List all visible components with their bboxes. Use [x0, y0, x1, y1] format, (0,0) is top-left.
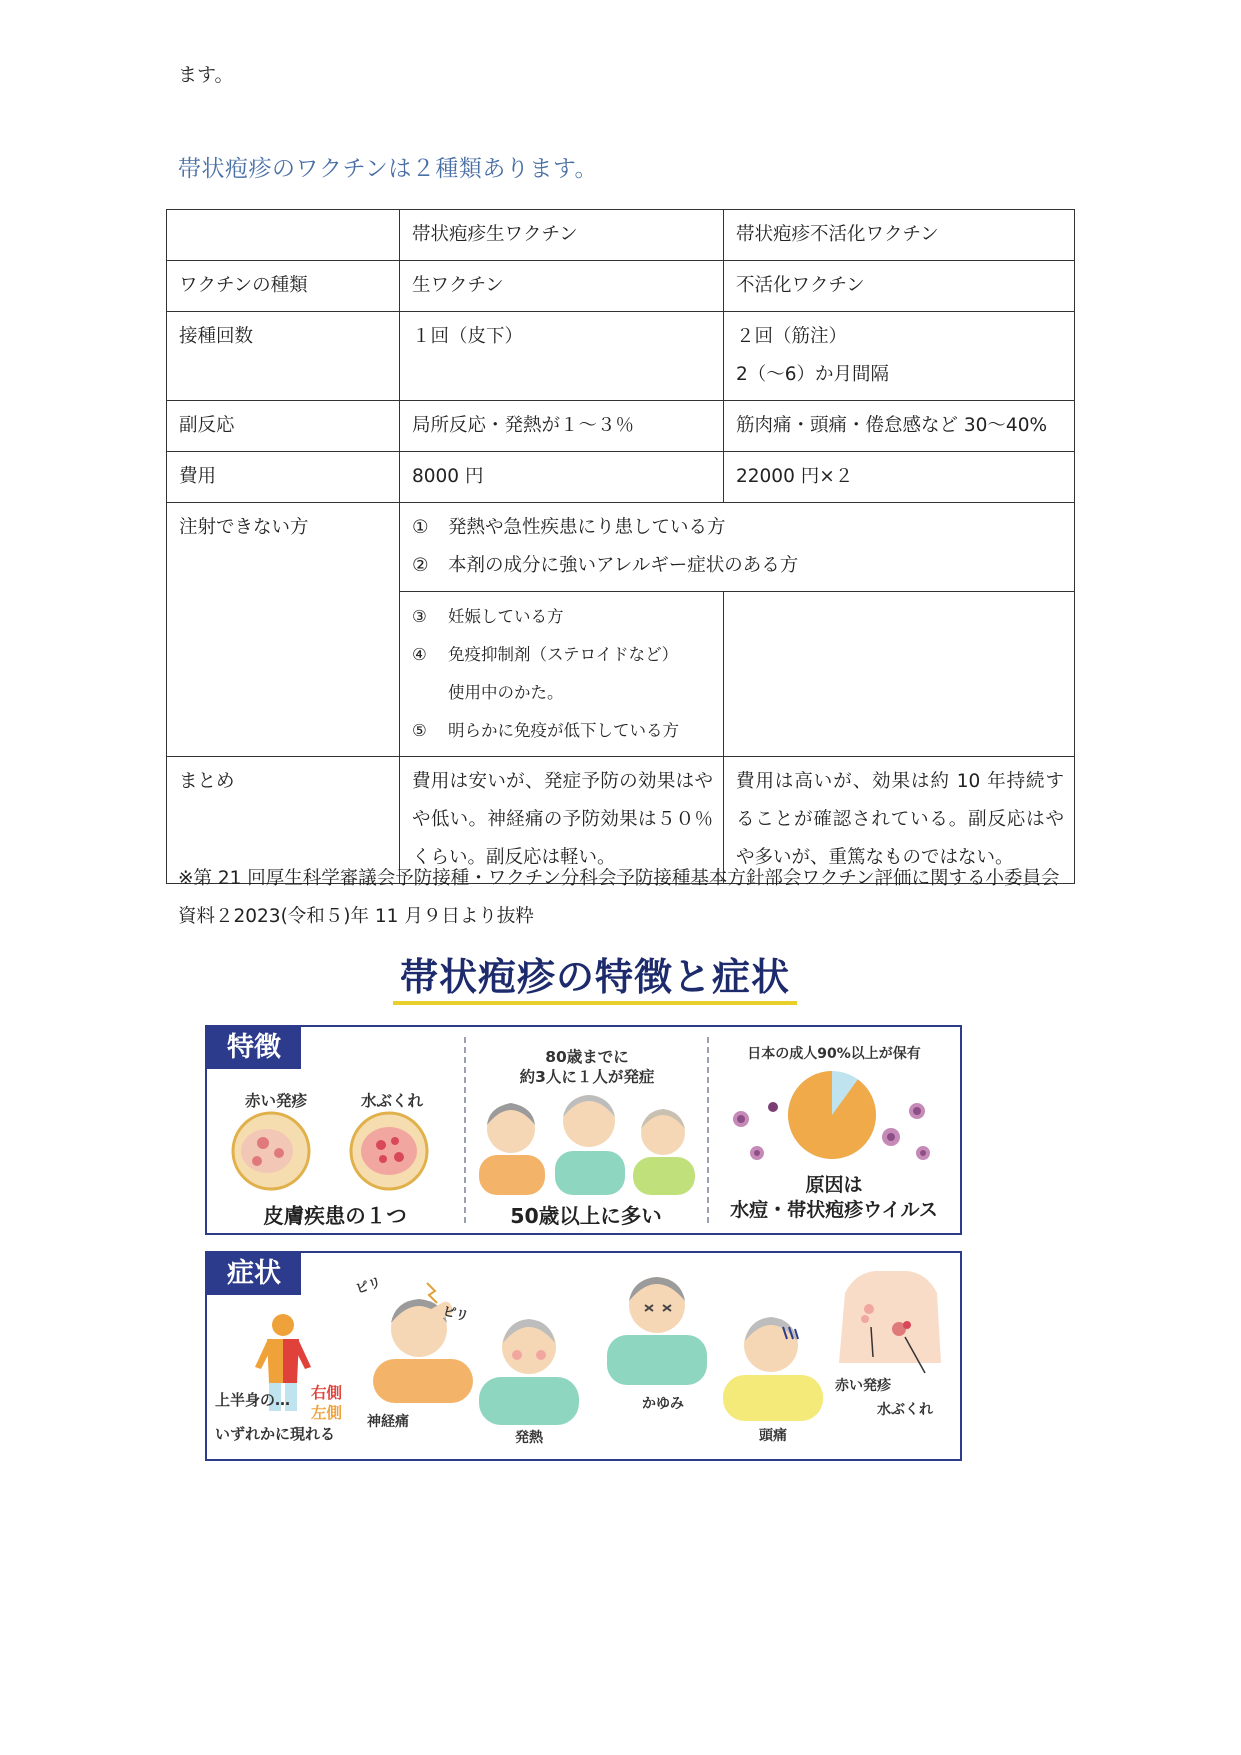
red-rash-icon — [233, 1113, 309, 1189]
row-label: まとめ — [167, 757, 400, 884]
row-label: 接種回数 — [167, 312, 400, 401]
virus-icon — [750, 1146, 764, 1160]
item-text: 免疫抑制剤（ステロイドなど） — [448, 645, 679, 664]
virus-icon — [882, 1128, 900, 1146]
carrier-pie-chart — [788, 1071, 876, 1159]
item-text: 妊娠している方 — [448, 607, 564, 626]
red-rash-label: 赤い発疹 — [245, 1092, 308, 1110]
blister-icon — [351, 1113, 427, 1189]
fever-label: 発熱 — [515, 1430, 543, 1446]
cell-live: １回（皮下） — [400, 312, 724, 401]
cause-caption-line1: 原因は — [805, 1174, 863, 1196]
virus-icon — [733, 1111, 749, 1127]
item-text: 発熱や急性疾患にり患している方 — [448, 517, 726, 538]
symptoms-panel — [205, 1251, 962, 1461]
list-item — [412, 547, 1064, 585]
table-row-type — [167, 261, 1075, 312]
cell-inactivated: 22000 円×２ — [724, 452, 1075, 503]
header-cell-empty — [167, 210, 400, 261]
item-number: ① — [412, 517, 429, 538]
age-caption: 50歳以上に多い — [510, 1204, 662, 1228]
neuralgia-illustration — [367, 1283, 479, 1403]
list-item — [412, 636, 713, 674]
header-cell-live: 帯状疱疹生ワクチン — [400, 210, 724, 261]
list-item — [412, 598, 713, 636]
rash-label: 赤い発疹 — [835, 1378, 891, 1394]
features-tag: 特徴 — [207, 1027, 301, 1069]
cell-line: ２回（筋注） — [736, 326, 848, 347]
right-side-label: 右側 — [311, 1384, 343, 1402]
pie-slice-carriers — [788, 1071, 876, 1159]
cell-inactivated: 筋肉痛・頭痛・倦怠感など 30～40% — [724, 401, 1075, 452]
item-number: ④ — [412, 645, 427, 664]
virus-icon — [768, 1102, 778, 1112]
piri-label: ピリ — [353, 1275, 384, 1298]
upper-body-label: 上半身の… — [215, 1391, 291, 1409]
section-heading: 帯状疱疹のワクチンは２種類あります。 — [178, 156, 599, 182]
skin-illustration — [223, 1113, 463, 1193]
infographic-title: 帯状疱疹の特徴と症状 — [399, 955, 790, 999]
item-text: 使用中のかた。 — [448, 683, 564, 702]
table-row-cost — [167, 452, 1075, 503]
symptoms-tag: 症状 — [207, 1253, 301, 1295]
vaccine-comparison-table — [166, 209, 1075, 884]
list-item — [412, 674, 713, 712]
cell-live-contraindications — [400, 592, 724, 757]
row-label: 副反応 — [167, 401, 400, 452]
source-note: ※第 21 回厚生科学審議会予防接種・ワクチン分科会予防接種基本方針部会ワクチン評価に関する小委員会資料２2023(令和５)年 11 月９日より抜粋 — [178, 868, 1060, 927]
virus-icon — [916, 1146, 930, 1160]
cell-live: 8000 円 — [400, 452, 724, 503]
elderly-people-illustration — [477, 1085, 699, 1195]
item-text: 明らかに免疫が低下している方 — [448, 721, 679, 740]
cause-caption — [709, 1173, 959, 1223]
torso-rash-illustration — [835, 1263, 947, 1373]
cell-common-contraindications — [400, 503, 1075, 592]
age-bubble — [469, 1047, 705, 1087]
age-bubble-line2: 約3人に１人が発症 — [519, 1068, 655, 1086]
table-header-row — [167, 210, 1075, 261]
dashed-divider — [464, 1037, 466, 1223]
age-bubble-line1: 80歳までに — [545, 1048, 629, 1066]
table-row-side-effects — [167, 401, 1075, 452]
appears-either-label: いずれかに現れる — [215, 1425, 336, 1443]
blister-label: 水ぶくれ — [361, 1092, 424, 1110]
cell-inactivated: 費用は高いが、効果は約 10 年持続することが確認されている。副反応はやや多いが、重篤なものではない。 — [724, 757, 1075, 884]
headache-illustration — [723, 1305, 823, 1421]
list-item — [412, 509, 1064, 547]
table-row-doses — [167, 312, 1075, 401]
carrier-bubble: 日本の成人90%以上が保有 — [747, 1046, 921, 1062]
cell-inactivated — [724, 312, 1075, 401]
row-label: ワクチンの種類 — [167, 261, 400, 312]
headache-label: 頭痛 — [759, 1428, 787, 1444]
cell-inactivated-contraindications-empty — [724, 592, 1075, 757]
cause-caption-line2: 水痘・帯状疱疹ウイルス — [730, 1199, 938, 1221]
cell-live: 局所反応・発熱が１～３％ — [400, 401, 724, 452]
itch-illustration — [607, 1265, 707, 1385]
title-underline — [393, 1001, 797, 1005]
row-label: 費用 — [167, 452, 400, 503]
intro-text-tail: ます。 — [178, 64, 234, 86]
infographic-title-block — [385, 955, 805, 1005]
item-number: ② — [412, 555, 429, 576]
row-label: 注射できない方 — [167, 503, 400, 757]
shingles-infographic — [205, 955, 960, 1460]
blister-label: 水ぶくれ — [877, 1402, 933, 1418]
skin-disease-caption: 皮膚疾患の１つ — [263, 1204, 407, 1228]
cell-line: 2（～6）か月間隔 — [736, 364, 890, 385]
cell-inactivated: 不活化ワクチン — [724, 261, 1075, 312]
neuralgia-label: 神経痛 — [367, 1414, 409, 1430]
left-side-label: 左側 — [311, 1404, 343, 1422]
table-row-contraindications — [167, 503, 1075, 592]
virus-icon — [909, 1103, 925, 1119]
item-number: ⑤ — [412, 721, 427, 740]
header-cell-inactivated: 帯状疱疹不活化ワクチン — [724, 210, 1075, 261]
item-number: ③ — [412, 607, 427, 626]
cell-live: 費用は安いが、発症予防の効果はやや低い。神経痛の予防効果は５０％くらい。副反応は軽い。 — [400, 757, 724, 884]
features-panel — [205, 1025, 962, 1235]
cell-live: 生ワクチン — [400, 261, 724, 312]
piri-label: ピリ — [441, 1304, 470, 1325]
fever-illustration — [479, 1305, 579, 1425]
itch-label: かゆみ — [642, 1396, 684, 1412]
item-text: 本剤の成分に強いアレルギー症状のある方 — [448, 555, 799, 576]
virus-pie-illustration — [727, 1067, 939, 1171]
list-item — [412, 712, 713, 750]
